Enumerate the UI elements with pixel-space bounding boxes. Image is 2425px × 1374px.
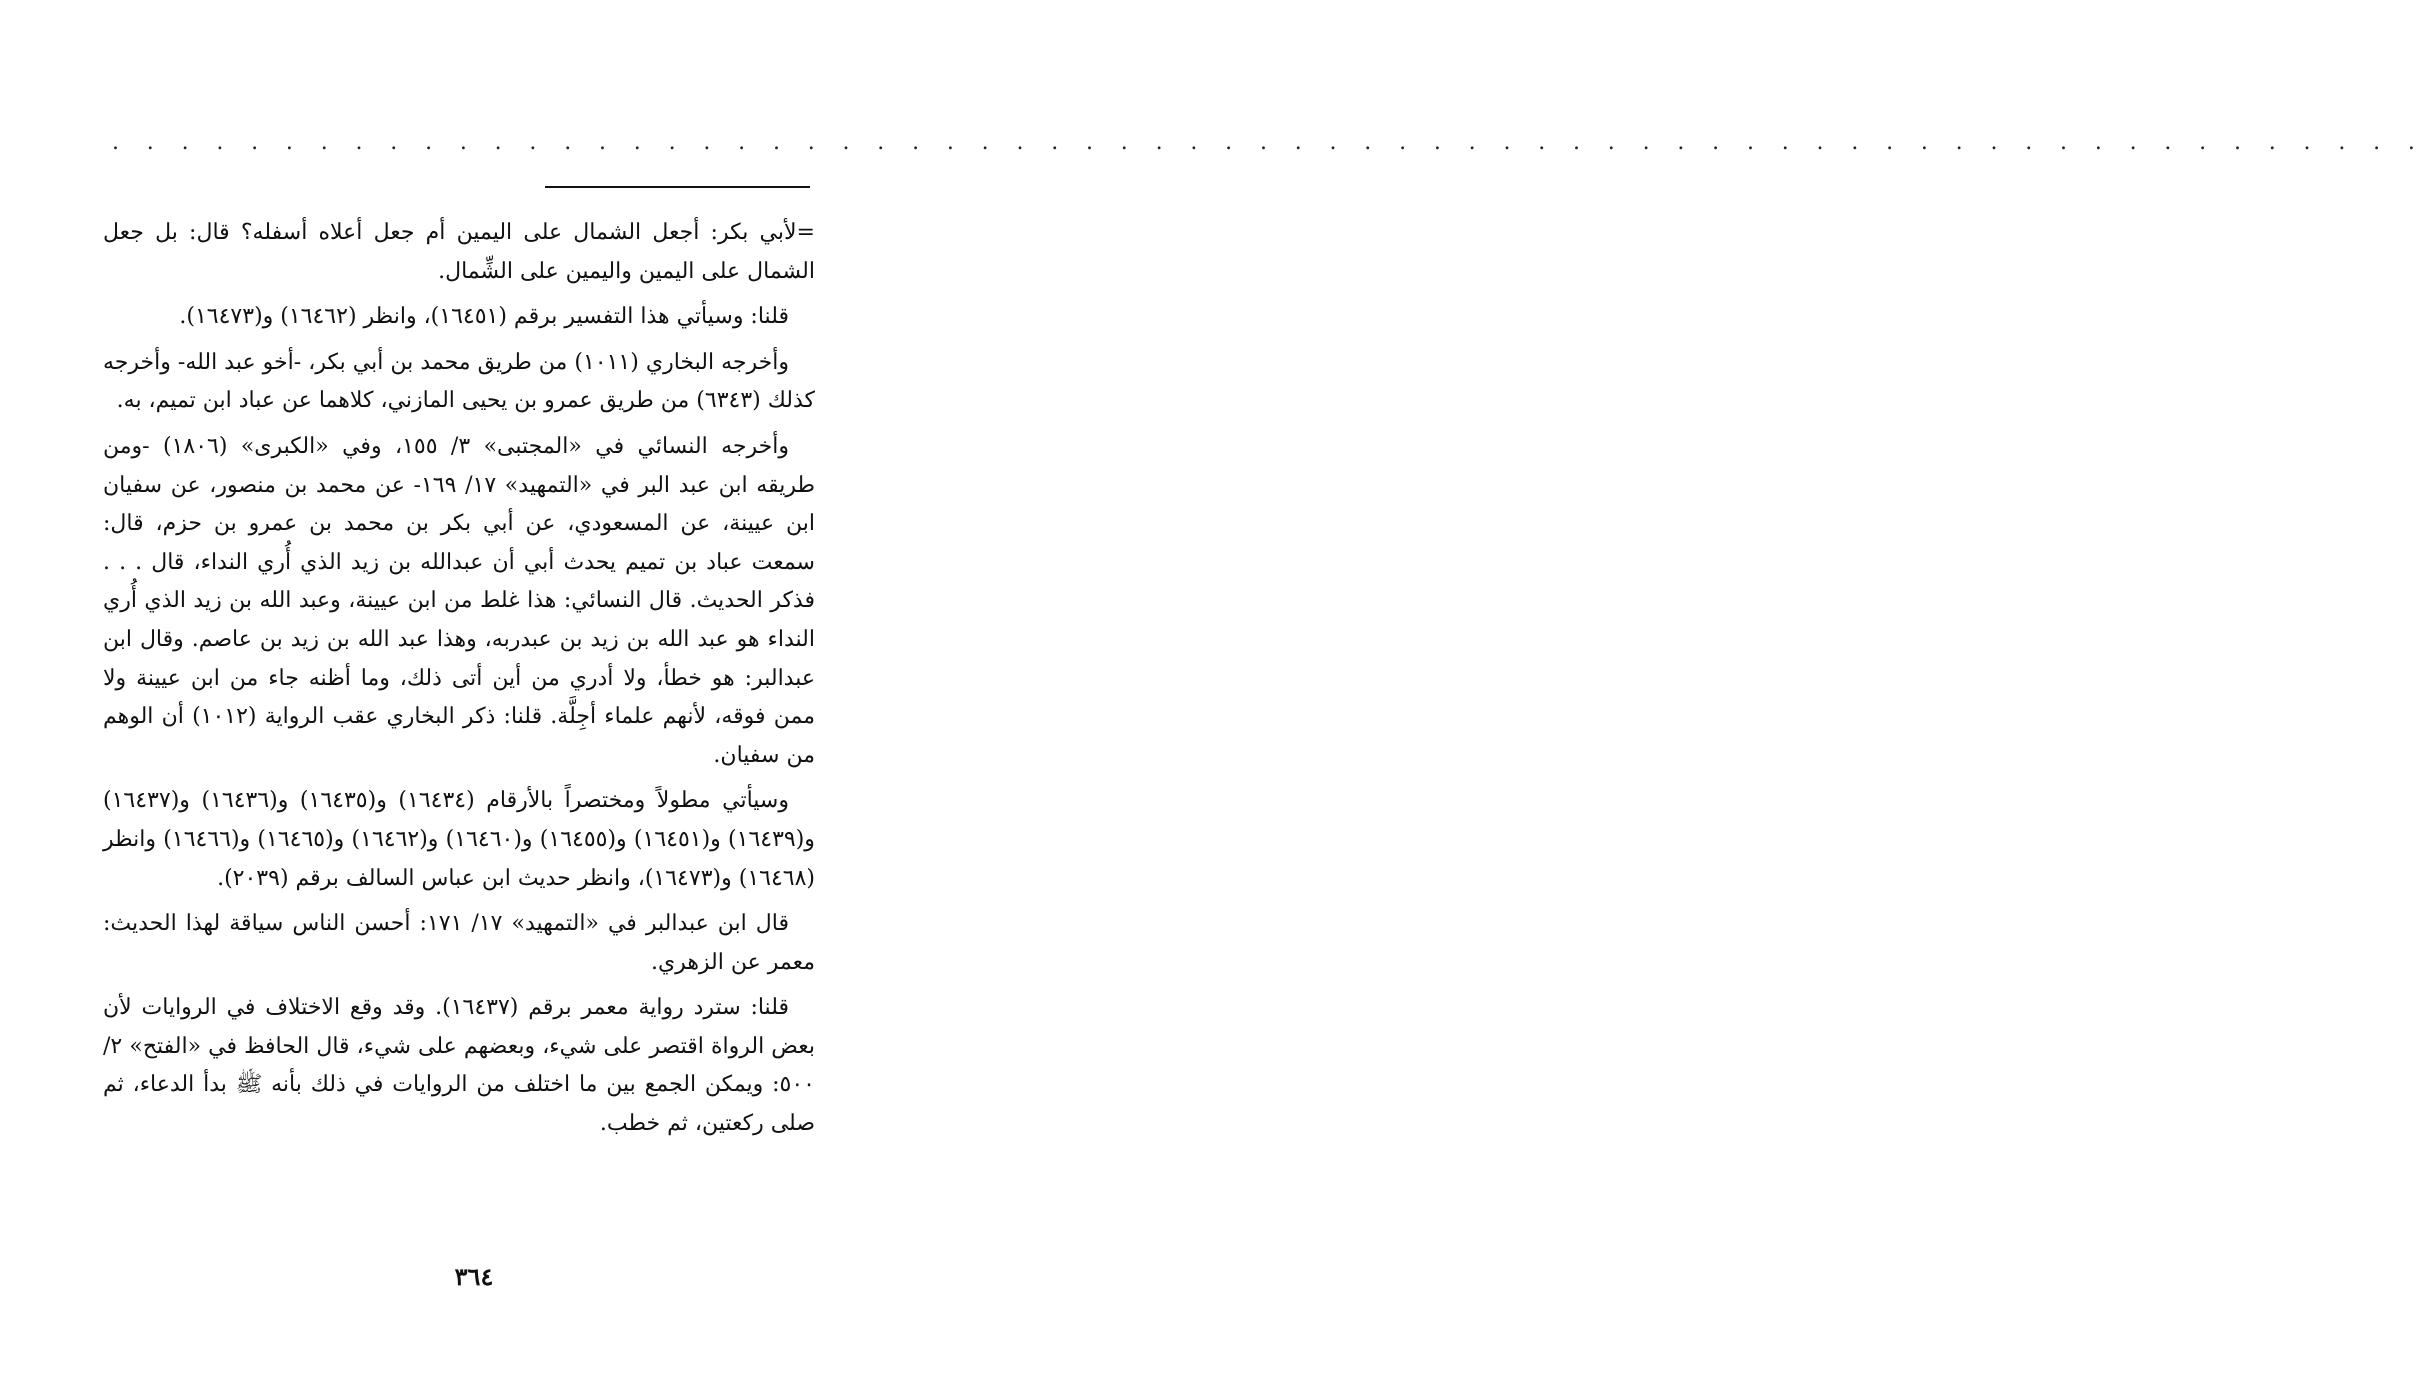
page-number: ٣٦٤ <box>454 1262 494 1291</box>
footnote-continuation: =لأبي بكر: أجعل الشمال على اليمين أم جعل أعلاه أسفله؟ قال: بل جعل الشمال على اليمين واليمين على الشِّمال. <box>103 220 815 284</box>
footnote-rule <box>545 186 810 188</box>
footnote-paragraph: قال ابن عبدالبر في «التمهيد» ١٧/ ١٧١: أحسن الناس سياقة لهذا الحديث: معمر عن الزهري. <box>103 911 815 975</box>
footnotes-block <box>103 214 815 1151</box>
footnote-paragraph: وأخرجه النسائي في «المجتبى» ٣/ ١٥٥، وفي «الكبرى» (١٨٠٦) -ومن طريقه ابن عبد البر في «التمهيد» ١٧/ ١٦٩- عن محمد بن منصور، عن سفيان ابن عيينة، عن المسعودي، عن أبي بكر بن محمد بن عمرو بن حزم، قال: سمعت عباد بن تميم يحدث أبي أن عبدالله بن زيد الذي أُري النداء، قال . . . فذكر الحديث. قال النسائي: هذا غلط من ابن عيينة، وعبد الله بن زيد الذي أُري النداء هو عبد الله بن زيد بن عبدربه، وهذا عبد الله بن زيد بن عاصم. وقال ابن عبدالبر: هو خطأ، ولا أدري من أين أتى ذلك، وما أظنه جاء من ابن عيينة ولا ممن فوقه، لأنهم علماء أجِلَّة. قلنا: ذكر البخاري عقب الرواية (١٠١٢) أن الوهم من سفيان. <box>103 433 815 768</box>
footnote-paragraph: وأخرجه البخاري (١٠١١) من طريق محمد بن أبي بكر، -أخو عبد الله- وأخرجه كذلك (٦٣٤٣) من طريق عمرو بن يحيى المازني، كلاهما عن عباد ابن تميم، به. <box>103 349 815 414</box>
footnote-paragraph: قلنا: وسيأتي هذا التفسير برقم (١٦٤٥١)، وانظر (١٦٤٦٢) و(١٦٤٧٣). <box>179 304 789 330</box>
footnote-paragraph: قلنا: سترد رواية معمر برقم (١٦٤٣٧). وقد وقع الاختلاف في الروايات لأن بعض الرواة اقتصر على شيء، وبعضهم على شيء، قال الحافظ في «الفتح» ٢/ ٥٠٠: ويمكن الجمع بين ما اختلف من الروايات في ذلك بأنه ﷺ بدأ الدعاء، ثم صلى ركعتين، ثم خطب. <box>103 995 815 1137</box>
footnote-paragraph: وسيأتي مطولاً ومختصراً بالأرقام (١٦٤٣٤) و(١٦٤٣٥) و(١٦٤٣٦) و(١٦٤٣٧) و(١٦٤٣٩) و(١٦٤٥١) و(١٦٤٥٥) و(١٦٤٦٠) و(١٦٤٦٢) و(١٦٤٦٥) و(١٦٤٦٦) وانظر (١٦٤٦٨) و(١٦٤٧٣)، وانظر حديث ابن عباس السالف برقم (٢٠٣٩). <box>103 788 815 891</box>
dotted-separator: . . . . . . . . . . . . . . . . . . . . . . . . . . . . . . . . . . . . . . . . . . . . . . . . . . . . . . . . . . . . . . . . . . . <box>112 130 2425 155</box>
